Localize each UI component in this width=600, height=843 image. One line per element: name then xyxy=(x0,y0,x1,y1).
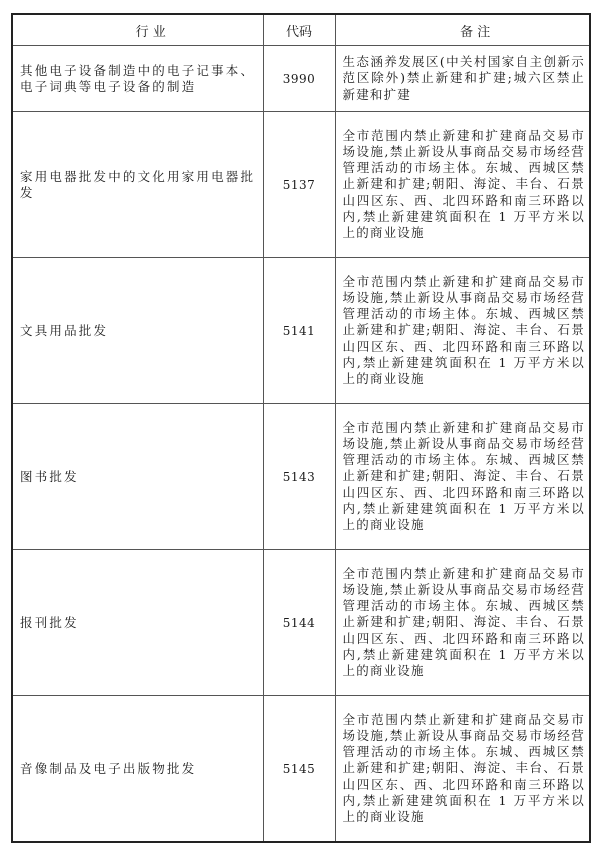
table-row xyxy=(12,46,590,112)
table-row xyxy=(12,404,590,550)
header-remark: 备 注 xyxy=(335,14,590,46)
industry-cell: 家用电器批发中的文化用家用电器批发 xyxy=(12,112,263,258)
industry-cell: 图书批发 xyxy=(12,404,263,550)
industry-cell: 其他电子设备制造中的电子记事本、电子词典等电子设备的制造 xyxy=(12,46,263,112)
remark-cell: 全市范围内禁止新建和扩建商品交易市场设施,禁止新设从事商品交易市场经营管理活动的市场主体。东城、西城区禁止新建和扩建;朝阳、海淀、丰台、石景山四区东、西、北四环路和南三环路以内,禁止新建建筑面积在 1 万平方米以上的商业设施 xyxy=(335,112,590,258)
remark-cell: 全市范围内禁止新建和扩建商品交易市场设施,禁止新设从事商品交易市场经营管理活动的市场主体。东城、西城区禁止新建和扩建;朝阳、海淀、丰台、石景山四区东、西、北四环路和南三环路以内,禁止新建建筑面积在 1 万平方米以上的商业设施 xyxy=(335,258,590,404)
table-row xyxy=(12,112,590,258)
table-row xyxy=(12,258,590,404)
industry-restriction-table xyxy=(11,13,591,843)
table-header-row xyxy=(12,14,590,46)
code-cell: 5144 xyxy=(263,550,335,696)
industry-cell: 报刊批发 xyxy=(12,550,263,696)
code-cell: 5145 xyxy=(263,696,335,843)
industry-cell: 文具用品批发 xyxy=(12,258,263,404)
table-row xyxy=(12,550,590,696)
code-cell: 5141 xyxy=(263,258,335,404)
code-cell: 3990 xyxy=(263,46,335,112)
header-code: 代码 xyxy=(263,14,335,46)
code-cell: 5137 xyxy=(263,112,335,258)
remark-cell: 生态涵养发展区(中关村国家自主创新示范区除外)禁止新建和扩建;城六区禁止新建和扩建 xyxy=(335,46,590,112)
remark-cell: 全市范围内禁止新建和扩建商品交易市场设施,禁止新设从事商品交易市场经营管理活动的市场主体。东城、西城区禁止新建和扩建;朝阳、海淀、丰台、石景山四区东、西、北四环路和南三环路以内,禁止新建建筑面积在 1 万平方米以上的商业设施 xyxy=(335,550,590,696)
remark-cell: 全市范围内禁止新建和扩建商品交易市场设施,禁止新设从事商品交易市场经营管理活动的市场主体。东城、西城区禁止新建和扩建;朝阳、海淀、丰台、石景山四区东、西、北四环路和南三环路以内,禁止新建建筑面积在 1 万平方米以上的商业设施 xyxy=(335,696,590,843)
remark-cell: 全市范围内禁止新建和扩建商品交易市场设施,禁止新设从事商品交易市场经营管理活动的市场主体。东城、西城区禁止新建和扩建;朝阳、海淀、丰台、石景山四区东、西、北四环路和南三环路以内,禁止新建建筑面积在 1 万平方米以上的商业设施 xyxy=(335,404,590,550)
header-industry: 行 业 xyxy=(12,14,263,46)
industry-cell: 音像制品及电子出版物批发 xyxy=(12,696,263,843)
code-cell: 5143 xyxy=(263,404,335,550)
table-row xyxy=(12,696,590,843)
